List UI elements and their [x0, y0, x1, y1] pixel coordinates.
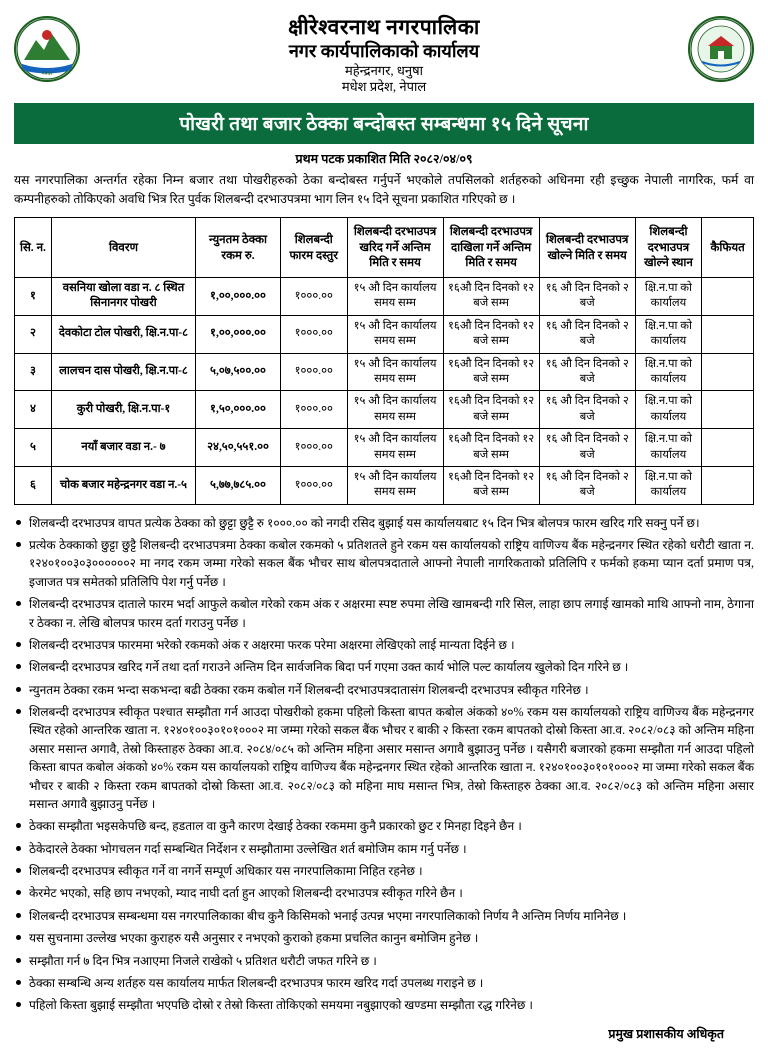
municipality-seal-icon — [688, 16, 754, 82]
list-item: ठेकेदारले ठेक्का भोगचलन गर्दा सम्बन्धित निर्देशन र सम्झौतामा उल्लेखित शर्त बमोजिम काम गर्नु पर्नेछ । — [14, 840, 754, 858]
cell-form-fee: १०००.०० — [281, 277, 348, 315]
cell-buy-deadline: १५ औ दिन कार्यालय समय सम्म — [347, 353, 443, 391]
cell-submit-deadline: १६औ दिन दिनको १२ बजे सम्म — [443, 466, 539, 504]
cell-sn: ४ — [15, 391, 52, 429]
cell-buy-deadline: १५ औ दिन कार्यालय समय सम्म — [347, 466, 443, 504]
cell-open-time: १६ औ दिन दिनको २ बजे — [539, 277, 635, 315]
list-item: शिलबन्दी दरभाउपत्र स्वीकृत गर्ने वा नगर्ने सम्पूर्ण अधिकार यस नगरपालिकामा निहित रहनेछ । — [14, 862, 754, 880]
cell-buy-deadline: १५ औ दिन कार्यालय समय सम्म — [347, 315, 443, 353]
cell-open-time: १६ औ दिन दिनको २ बजे — [539, 466, 635, 504]
col-header-remarks: कैफियत — [702, 218, 754, 278]
cell-remarks — [702, 315, 754, 353]
signature-designation: प्रमुख प्रशासकीय अधिकृत — [608, 1026, 724, 1041]
cell-sn: १ — [15, 277, 52, 315]
list-item: प्रत्येक ठेक्काको छुट्टा छुट्टै शिलबन्दी दरभाउपत्रमा ठेक्का कबोल रकमको ५ प्रतिशतले हुने रकम यस कार्यालयको राष्ट्रिय वाणिज्य बैंक महेन्द्रनगर स्थित रहेको धरौटी खाता न. १२४०१००३०३००००००२ मा नगद रकम जम्मा गरेको सकल बैंक भौचर साथ बोलपत्रदाताले आफ्नो नेपाली नागरिकताको प्रतिलिपि र फर्मको हकमा प्यान दर्ता प्रमाण पत्र, इजाजत पत्र समेतको प्रतिलिपि पेश गर्नु पर्नेछ । — [14, 536, 754, 591]
list-item: शिलबन्दी दरभाउपत्र स्वीकृत पश्चात सम्झौता गर्न आउदा पोखरीको हकमा पहिलो किस्ता बापत कबोल अंकको ४०% रकम यस कार्यालयको राष्ट्रिय वाणिज्य बैंक महेन्द्रनगर स्थित रहेको आन्तरिक खाता न. १२४०१००३०१०१०००२ मा जम्मा गरेको सकल बैंक भौचर र बाकी २ किस्ता रकम बापतको दोस्रो किस्ता आ.व. २०८२/०८३ को अन्तिम महिना असार मसान्त अगावै, तेस्रो किस्ताहरु ठेक्का आ.व. २०८४/०८५ को अन्तिम महिना असार मसान्त अगावै बुझाउनु पर्नेछ । यसैगरी बजारको हकमा सम्झौता गर्न आउदा पहिलो किस्ता बापत कबोल अंकको ४०% रकम यस कार्यालयको राष्ट्रिय वाणिज्य बैंक महेन्द्रनगर स्थित रहेको आन्तरिक खाता न. १२४०१००३०१०१०००२ मा जम्मा गरेको सकल बैंक भौचर र बाकी २ किस्ता रकम बापतको दोस्रो किस्ता आ.व. २०८२/०८३ को महिना माघ मसान्त भित्र, तेस्रो किस्ताहरु ठेक्का आ.व. २०८२/०८३ को अन्तिम महिना असार मसान्त अगावै बुझाउनु पर्नेछ । — [14, 703, 754, 813]
cell-form-fee: १०००.०० — [281, 429, 348, 467]
cell-description: देवकोटा टोल पोखरी, क्षि.न.पा-८ — [51, 315, 195, 353]
cell-open-place: क्षि.न.पा को कार्यालय — [635, 315, 702, 353]
cell-min-amount: १,००,०००.०० — [196, 277, 281, 315]
cell-remarks — [702, 353, 754, 391]
col-header-submit-deadline: शिलबन्दी दरभाउपत्र दाखिला गर्ने अन्तिम मिति र समय — [443, 218, 539, 278]
cell-sn: ६ — [15, 466, 52, 504]
publish-date: प्रथम पटक प्रकाशित मिति २०८२/०४/०९ — [295, 152, 473, 167]
cell-description: नयाँ बजार वडा न.- ७ — [51, 429, 195, 467]
list-item: सम्झौता गर्न ७ दिन भित्र नआएमा निजले राखेको ५ प्रतिशत धरौटी जफत गरिने छ । — [14, 952, 754, 970]
cell-form-fee: १०००.०० — [281, 391, 348, 429]
cell-open-place: क्षि.न.पा को कार्यालय — [635, 391, 702, 429]
cell-min-amount: २४,५०,५५१.०० — [196, 429, 281, 467]
org-line-1: क्षीरेश्वरनाथ नगरपालिका — [288, 15, 480, 39]
list-item: यस सुचनामा उल्लेख भएका कुराहरु यसै अनुसार र नभएको कुराको हकमा प्रचलित कानुन बमोजिम हुनेछ । — [14, 929, 754, 947]
cell-submit-deadline: १६औ दिन दिनको १२ बजे सम्म — [443, 353, 539, 391]
list-item: केरमेट भएको, सहि छाप नभएको, म्याद नाघी दर्ता हुन आएको शिलबन्दी दरभाउपत्र स्वीकृत गरिने छैन । — [14, 884, 754, 902]
cell-form-fee: १०००.०० — [281, 353, 348, 391]
cell-min-amount: १,५०,०००.०० — [196, 391, 281, 429]
table-row — [15, 315, 754, 353]
cell-open-time: १६ औ दिन दिनको २ बजे — [539, 353, 635, 391]
list-item: न्युनतम ठेक्का रकम भन्दा सकभन्दा बढी ठेक्का रकम कबोल गर्ने शिलबन्दी दरभाउपत्रदातासंग शिलबन्दी दरभाउपत्र स्वीकृत गरिनेछ । — [14, 681, 754, 699]
cell-open-time: १६ औ दिन दिनको २ बजे — [539, 391, 635, 429]
cell-description: कुरी पोखरी, क्षि.न.पा-१ — [51, 391, 195, 429]
cell-submit-deadline: १६औ दिन दिनको १२ बजे सम्म — [443, 315, 539, 353]
table-row — [15, 429, 754, 467]
cell-submit-deadline: १६औ दिन दिनको १२ बजे सम्म — [443, 429, 539, 467]
cell-sn: ३ — [15, 353, 52, 391]
organization-title — [90, 14, 678, 95]
cell-submit-deadline: १६औ दिन दिनको १२ बजे सम्म — [443, 391, 539, 429]
list-item: ठेक्का सम्बन्धि अन्य शर्तहरु यस कार्यालय मार्फत शिलबन्दी दरभाउपत्र फारम खरिद गर्दा उपलब्ध गराइने छ । — [14, 974, 754, 992]
list-item: शिलबन्दी दरभाउपत्र दाताले फारम भर्दा आफुले कबोल गरेको रकम अंक र अक्षरमा स्पष्ट रुपमा लेखि खामबन्दी गरि सिल, लाहा छाप लगाई खामको माथि आफ्नो नाम, ठेगाना र ठेक्का न. लेखि बोलपत्र फारम दर्ता गराउनु पर्नेछ । — [14, 595, 754, 632]
cell-open-place: क्षि.न.पा को कार्यालय — [635, 353, 702, 391]
cell-remarks — [702, 277, 754, 315]
conditions-list — [14, 514, 754, 1015]
cell-buy-deadline: १५ औ दिन कार्यालय समय सम्म — [347, 429, 443, 467]
col-header-open-place: शिलबन्दी दरभाउपत्र खोल्ने स्थान — [635, 218, 702, 278]
cell-form-fee: १०००.०० — [281, 315, 348, 353]
cell-remarks — [702, 391, 754, 429]
table-row — [15, 391, 754, 429]
cell-submit-deadline: १६औ दिन दिनको १२ बजे सम्म — [443, 277, 539, 315]
col-header-sn: सि. न. — [15, 218, 52, 278]
list-item: शिलबन्दी दरभाउपत्र वापत प्रत्येक ठेक्का को छुट्टा छुट्टै रु १०००.०० को नगदी रसिद बुझाई यस कार्यालयबाट १५ दिन भित्र बोलपत्र फारम खरिद गरि सक्नु पर्ने छ। — [14, 514, 754, 532]
org-line-4: मधेश प्रदेश, नेपाल — [341, 79, 427, 94]
list-item: पहिलो किस्ता बुझाई सम्झौता भएपछि दोस्रो र तेस्रो किस्ता तोकिएको समयमा नबुझाएको खण्डमा सम्झौता रद्ध गरिनेछ । — [14, 996, 754, 1014]
col-header-description: विवरण — [51, 218, 195, 278]
cell-form-fee: १०००.०० — [281, 466, 348, 504]
cell-sn: ५ — [15, 429, 52, 467]
cell-description: चोक बजार महेन्द्रनगर वडा न.-५ — [51, 466, 195, 504]
cell-open-time: १६ औ दिन दिनको २ बजे — [539, 429, 635, 467]
notice-banner: पोखरी तथा बजार ठेक्का बन्दोबस्त सम्बन्धमा १५ दिने सूचना — [14, 103, 754, 144]
cell-open-place: क्षि.न.पा को कार्यालय — [635, 277, 702, 315]
cell-remarks — [702, 466, 754, 504]
list-item: शिलबन्दी दरभाउपत्र फारममा भरेको रकमको अंक र अक्षरमा फरक परेमा अक्षरमा लेखिएको लाई मान्यता दिईने छ । — [14, 636, 754, 654]
table-row — [15, 277, 754, 315]
cell-remarks — [702, 429, 754, 467]
cell-description: लालचन दास पोखरी, क्षि.न.पा-८ — [51, 353, 195, 391]
list-item: शिलबन्दी दरभाउपत्र सम्बन्धमा यस नगरपालिकाका बीच कुनै किसिमको भनाई उत्पन्न भएमा नगरपालिकाको निर्णय नै अन्तिम निर्णय मानिनेछ । — [14, 907, 754, 925]
cell-sn: २ — [15, 315, 52, 353]
col-header-form-fee: शिलबन्दी फारम दस्तुर — [281, 218, 348, 278]
document-header — [14, 10, 754, 95]
org-line-3: महेन्द्रनगर, धनुषा — [344, 62, 424, 78]
org-line-2: नगर कार्यपालिकाको कार्यालय — [288, 41, 480, 62]
cell-open-place: क्षि.न.पा को कार्यालय — [635, 466, 702, 504]
cell-min-amount: ५,७७,७८५.०० — [196, 466, 281, 504]
cell-description: वसनिया खोला वडा न. ८ स्थित सिनानगर पोखरी — [51, 277, 195, 315]
cell-buy-deadline: १५ औ दिन कार्यालय समय सम्म — [347, 277, 443, 315]
cell-min-amount: ५,०७,५००.०० — [196, 353, 281, 391]
cell-buy-deadline: १५ औ दिन कार्यालय समय सम्म — [347, 391, 443, 429]
table-row — [15, 353, 754, 391]
col-header-min-amount: न्युनतम ठेक्का रकम रु. — [196, 218, 281, 278]
col-header-open-time: शिलबन्दी दरभाउपत्र खोल्ने मिति र समय — [539, 218, 635, 278]
cell-min-amount: १,००,०००.०० — [196, 315, 281, 353]
table-header-row — [15, 218, 754, 278]
nepal-emblem-icon — [14, 16, 80, 82]
cell-open-place: क्षि.न.पा को कार्यालय — [635, 429, 702, 467]
list-item: शिलबन्दी दरभाउपत्र खरिद गर्ने तथा दर्ता गराउने अन्तिम दिन सार्वजनिक बिदा पर्न गएमा उक्त कार्य भोलि पल्ट कार्यालय खुलेको दिन गरिने छ । — [14, 658, 754, 676]
svg-text:नेपाल: नेपाल — [41, 72, 53, 77]
list-item: ठेक्का सम्झौता भइसकेपछि बन्द, हडताल वा कुनै कारण देखाई ठेक्का रकममा कुनै प्रकारको छुट र मिनहा दिइने छैन । — [14, 817, 754, 835]
cell-open-time: १६ औ दिन दिनको २ बजे — [539, 315, 635, 353]
bid-table — [14, 217, 754, 505]
intro-paragraph: यस नगरपालिका अन्तर्गत रहेका निम्न बजार तथा पोखरीहरुको ठेका बन्दोबस्त गर्नुपर्ने भएकोले तपसिलको शर्तहरुको अधिनमा रही इच्छुक नेपाली नागरिक, फर्म वा कम्पनीहरुको तोकिएको अवधि भित्र रित पुर्वक शिलबन्दी दरभाउपत्रमा भाग लिन १५ दिने सूचना प्रकाशित गरिएको छ । — [14, 173, 754, 207]
table-row — [15, 466, 754, 504]
col-header-buy-deadline: शिलबन्दी दरभाउपत्र खरिद गर्ने अन्तिम मिति र समय — [347, 218, 443, 278]
